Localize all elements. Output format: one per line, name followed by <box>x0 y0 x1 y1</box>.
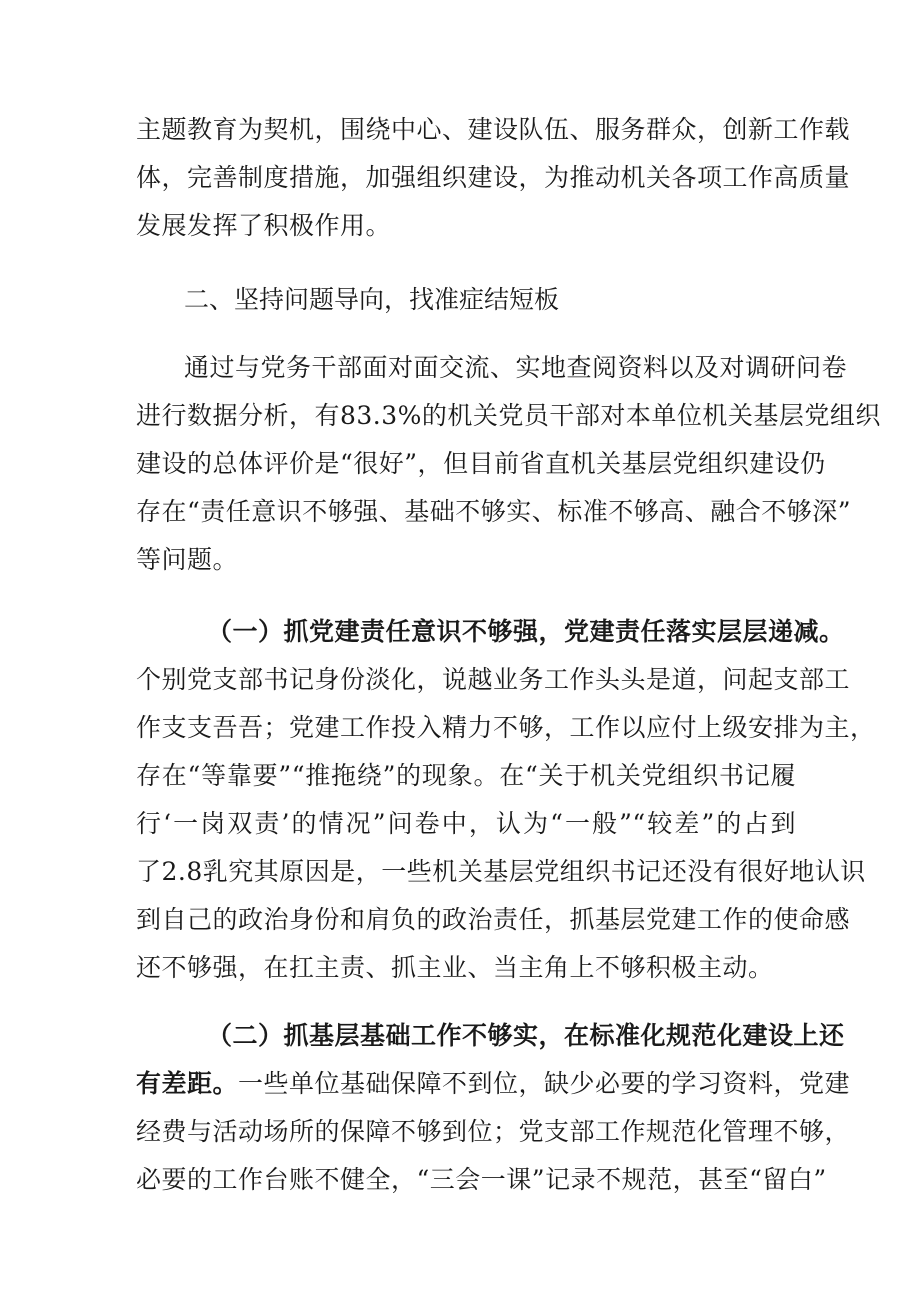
subsection-1-line-6: 到自己的政治身份和肩负的政治责任，抓基层党建工作的使命感 <box>136 905 851 934</box>
paragraph-2-line-3: 建设的总体评价是“很好”，但目前省直机关基层党组织建设仍 <box>136 449 826 478</box>
paragraph-2-line-1: 通过与党务干部面对面交流、实地查阅资料以及对调研问卷 <box>184 353 848 382</box>
subsection-1-line-4: 行‘一岗双责’的情况”问卷中，认为“一般”“较差”的占到 <box>136 809 796 838</box>
subsection-2-title-line-2: 有差距。 <box>136 1069 239 1098</box>
subsection-1-line-7: 还不够强，在扛主责、抓主业、当主角上不够积极主动。 <box>136 953 774 982</box>
section-heading: 二、坚持问题导向，找准症结短板 <box>184 285 560 314</box>
subsection-1-line-1: 个别党支部书记身份淡化，说越业务工作头头是道，问起支部工 <box>136 665 851 694</box>
subsection-1-line-5: 了2.8乳究其原因是，一些机关基层党组织书记还没有很好地认识 <box>136 857 866 886</box>
paragraph-2-line-4: 存在“责任意识不够强、基础不够实、标准不够高、融合不够深” <box>136 497 852 526</box>
paragraph-1-line-1: 主题教育为契机，围绕中心、建设队伍、服务群众，创新工作载 <box>136 115 851 144</box>
subsection-2-line-mixed <box>136 1066 851 1102</box>
paragraph-1-line-2: 体，完善制度措施，加强组织建设，为推动机关各项工作高质量 <box>136 163 851 192</box>
subsection-1-line-3: 存在“等靠要”“推拖绕”的现象。在“关于机关党组织书记履 <box>136 761 796 790</box>
subsection-1-title: （一）抓党建责任意识不够强，党建责任落实层层递减。 <box>207 617 845 646</box>
paragraph-1-line-3: 发展发挥了积极作用。 <box>136 211 392 240</box>
subsection-2-line-2: 经费与活动场所的保障不够到位；党支部工作规范化管理不够， <box>136 1117 851 1146</box>
paragraph-2-line-5: 等问题。 <box>136 545 239 574</box>
subsection-1-line-2: 作支支吾吾；党建工作投入精力不够，工作以应付上级安排为主， <box>136 713 876 742</box>
subsection-2-line-3: 必要的工作台账不健全，“三会一课”记录不规范，甚至“留白” <box>136 1165 827 1194</box>
subsection-2-line-1: 一些单位基础保障不到位，缺少必要的学习资料，党建 <box>238 1069 851 1098</box>
paragraph-2-line-2: 进行数据分析，有83.3%的机关党员干部对本单位机关基层党组织 <box>136 401 881 430</box>
subsection-2-title-line-1: （二）抓基层基础工作不够实，在标准化规范化建设上还 <box>207 1021 845 1050</box>
